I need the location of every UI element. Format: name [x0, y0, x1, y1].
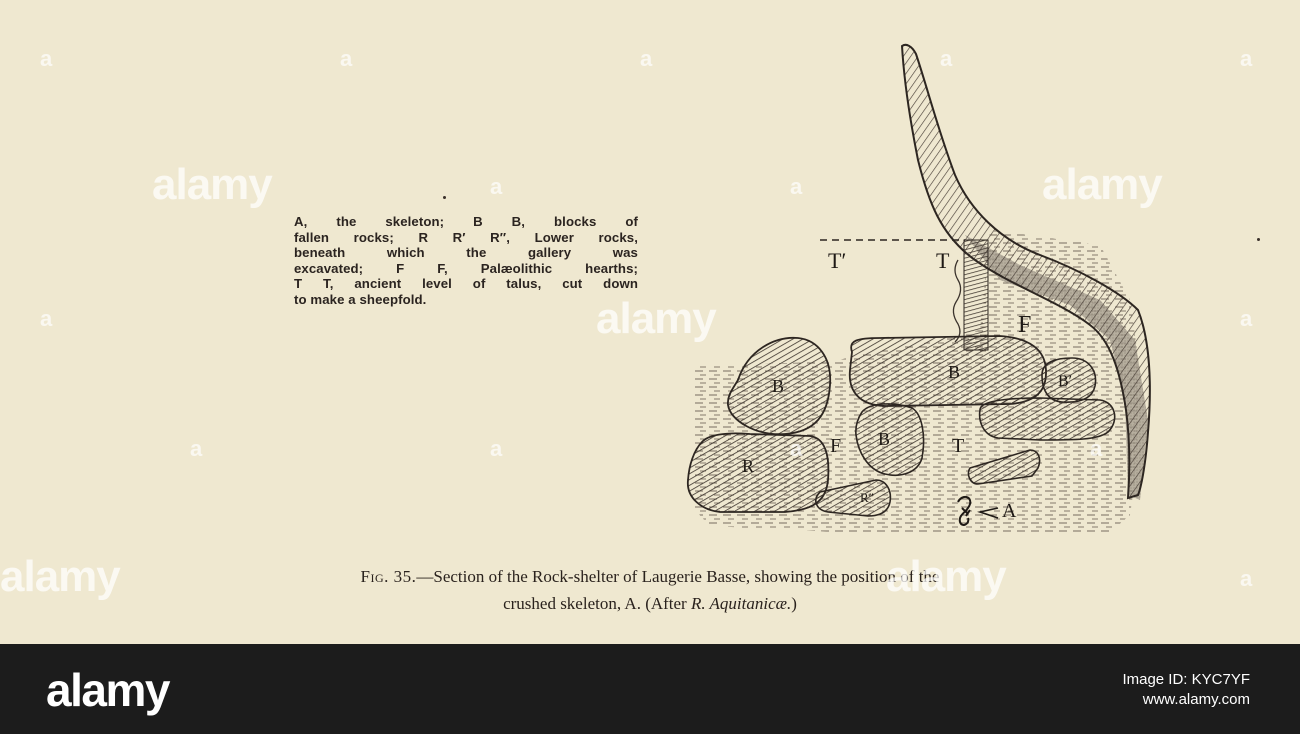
block-right-lower	[980, 398, 1115, 440]
watermark: alamy	[596, 294, 716, 343]
label-r-small: R″	[860, 490, 875, 505]
watermark-mark: a	[340, 46, 353, 71]
watermark: alamy	[0, 552, 120, 601]
watermark-mark: a	[1090, 436, 1103, 461]
label-f-lower: F	[830, 435, 842, 457]
print-speck	[1257, 238, 1260, 241]
watermark-mark: a	[1240, 566, 1253, 591]
legend-line: A, the skeleton; B B, blocks of	[294, 214, 638, 229]
label-f-upper: F	[1018, 312, 1032, 338]
talus-section-column	[964, 240, 988, 350]
site-url[interactable]: www.alamy.com	[1142, 691, 1250, 708]
image-id: Image ID: KYC7YF	[1122, 671, 1250, 688]
label-b-right: B′	[1058, 373, 1073, 390]
watermark-mark: a	[490, 436, 503, 461]
legend-line: beneath which the gallery was	[294, 245, 638, 261]
watermark-mark: a	[40, 46, 53, 71]
stock-footer-bar	[0, 644, 1300, 734]
alamy-logo[interactable]: alamy	[46, 664, 169, 716]
label-t-prime: T′	[828, 248, 847, 273]
label-r-left: R	[742, 456, 755, 476]
figure-number: Fig. 35.	[360, 567, 417, 586]
label-b-small: B	[878, 429, 891, 449]
print-speck	[443, 196, 446, 199]
watermark-mark: a	[790, 174, 803, 199]
legend-line: fallen rocks; R R′ R″, Lower rocks,	[294, 229, 638, 245]
watermark-mark: a	[1240, 46, 1253, 71]
watermark: alamy	[152, 160, 272, 209]
talus-edge-scribble	[953, 260, 960, 342]
watermark: alamy	[1042, 160, 1162, 209]
label-b-left: B	[772, 376, 785, 396]
rock-shelter-section-illustration	[680, 40, 1160, 540]
legend-line: to make a sheepfold.	[294, 291, 427, 307]
label-t-lower: T	[952, 435, 965, 457]
label-b-center: B	[948, 362, 961, 382]
watermark-mark: a	[790, 436, 803, 461]
label-t: T	[936, 248, 950, 273]
watermark-mark: a	[640, 46, 653, 71]
caption-text: —Section of the Rock-shelter of Laugerie Basse, showing the position of the	[416, 567, 940, 586]
watermark-mark: a	[940, 46, 953, 71]
caption-citation: R. Aquitanicæ.	[690, 594, 792, 613]
label-a: A	[1002, 500, 1017, 522]
watermark-mark: a	[490, 174, 503, 199]
legend-line: T T, ancient level of talus, cut down	[294, 276, 638, 292]
figure-legend	[294, 214, 638, 308]
rock-r-left	[688, 433, 829, 512]
legend-line: excavated; F F, Palæolithic hearths;	[294, 260, 638, 276]
watermark: alamy	[886, 552, 1006, 601]
watermark-mark: a	[190, 436, 203, 461]
caption-line-2: crushed skeleton, A. (After R. Aquitanicæ.)	[503, 594, 797, 613]
watermark-mark: a	[40, 306, 53, 331]
watermark-mark: a	[1240, 306, 1253, 331]
